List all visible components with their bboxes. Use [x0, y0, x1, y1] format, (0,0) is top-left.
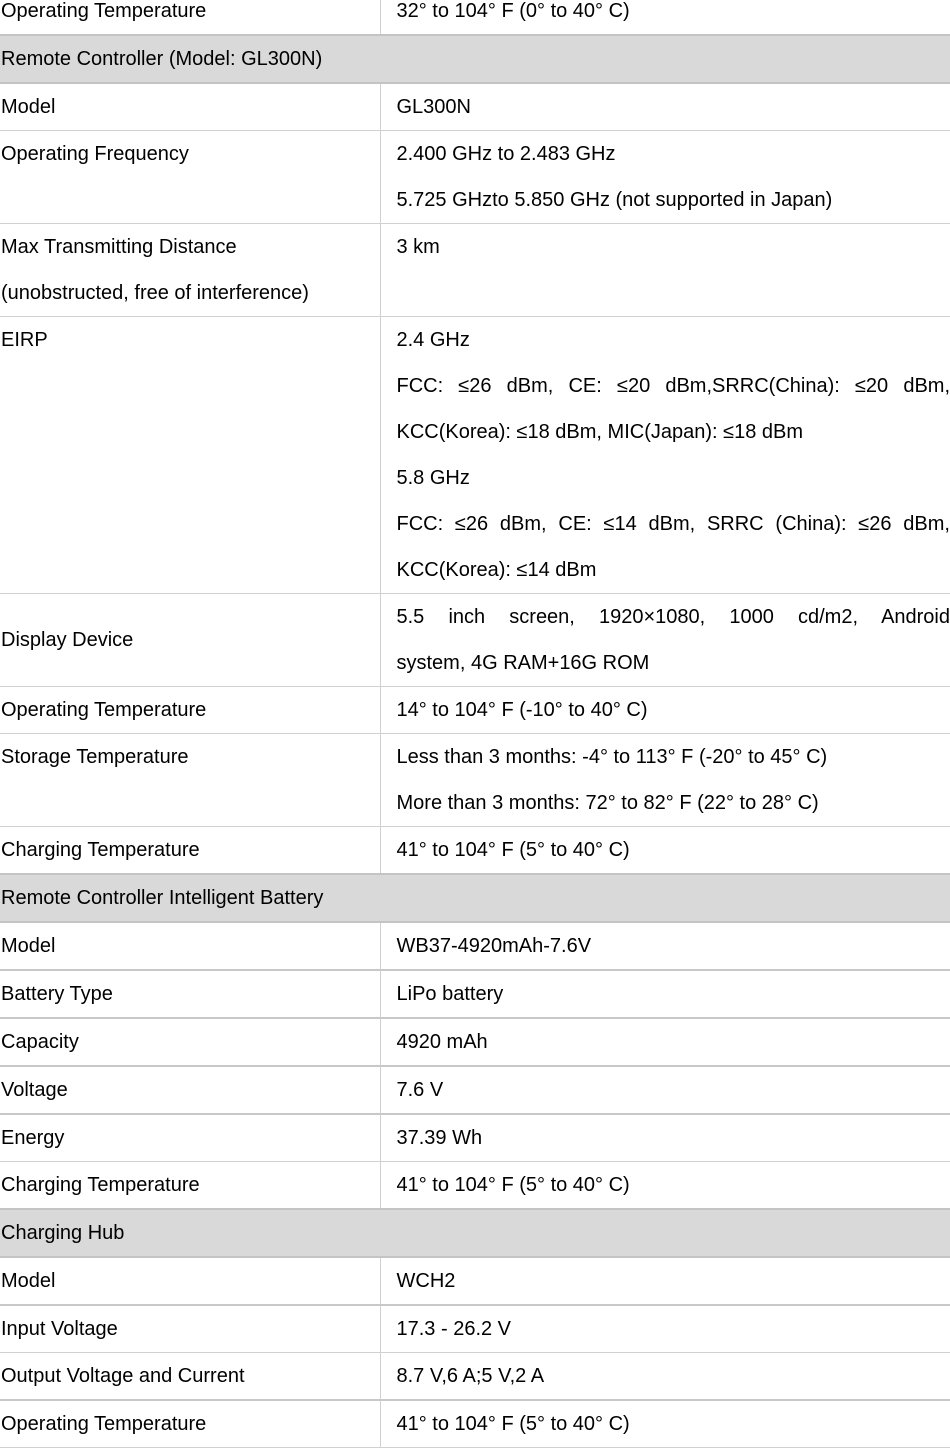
spec-value-line: KCC(Korea): ≤14 dBm [397, 547, 950, 593]
spec-value-line: 5.725 GHzto 5.850 GHz (not supported in Japan) [397, 177, 950, 223]
spec-row [0, 827, 950, 875]
spec-row [0, 1305, 950, 1353]
spec-label: Input Voltage [0, 1305, 380, 1353]
spec-row [0, 83, 950, 131]
spec-row [0, 594, 950, 687]
spec-value: 4920 mAh [380, 1018, 950, 1066]
section-header [0, 1209, 950, 1257]
spec-row [0, 0, 950, 35]
spec-row [0, 1162, 950, 1210]
spec-label-line: Max Transmitting Distance [1, 224, 372, 270]
spec-value: WB37-4920mAh-7.6V [380, 922, 950, 970]
spec-label: Model [0, 922, 380, 970]
spec-value [380, 131, 950, 224]
spec-label: EIRP [0, 317, 380, 594]
spec-row [0, 1114, 950, 1162]
spec-row [0, 734, 950, 827]
spec-row [0, 131, 950, 224]
spec-value: 8.7 V,6 A;5 V,2 A [380, 1353, 950, 1401]
spec-row [0, 317, 950, 594]
spec-value: 41° to 104° F (5° to 40° C) [380, 827, 950, 875]
spec-label: Operating Frequency [0, 131, 380, 224]
spec-label: Energy [0, 1114, 380, 1162]
spec-row [0, 1066, 950, 1114]
spec-label: Storage Temperature [0, 734, 380, 827]
spec-value: 7.6 V [380, 1066, 950, 1114]
spec-label: Model [0, 1257, 380, 1305]
spec-value: 3 km [380, 224, 950, 317]
spec-value-line: More than 3 months: 72° to 82° F (22° to 28° C) [397, 780, 950, 826]
section-title: Remote Controller (Model: GL300N) [0, 35, 950, 83]
spec-value-line: 2.4 GHz [397, 317, 950, 363]
spec-label [0, 224, 380, 317]
spec-label: Voltage [0, 1066, 380, 1114]
spec-label: Display Device [0, 594, 380, 687]
spec-row [0, 1400, 950, 1448]
spec-row [0, 687, 950, 734]
spec-value-line: 5.5 inch screen, 1920×1080, 1000 cd/m2, Android [397, 594, 950, 640]
spec-label: Charging Temperature [0, 827, 380, 875]
spec-row [0, 1257, 950, 1305]
spec-row [0, 922, 950, 970]
spec-value: 41° to 104° F (5° to 40° C) [380, 1400, 950, 1448]
spec-value-line: KCC(Korea): ≤18 dBm, MIC(Japan): ≤18 dBm [397, 409, 950, 455]
spec-value [380, 594, 950, 687]
spec-value: 41° to 104° F (5° to 40° C) [380, 1162, 950, 1210]
spec-value: 32° to 104° F (0° to 40° C) [380, 0, 950, 35]
spec-row [0, 1353, 950, 1401]
spec-value-line: system, 4G RAM+16G ROM [397, 640, 950, 686]
spec-label: Battery Type [0, 970, 380, 1018]
spec-row [0, 970, 950, 1018]
spec-row [0, 224, 950, 317]
spec-value-line: Less than 3 months: -4° to 113° F (-20° to 45° C) [397, 734, 950, 780]
spec-label: Model [0, 83, 380, 131]
spec-value [380, 317, 950, 594]
spec-label-line: (unobstructed, free of interference) [1, 270, 372, 316]
spec-value: LiPo battery [380, 970, 950, 1018]
section-title: Charging Hub [0, 1209, 950, 1257]
spec-value: GL300N [380, 83, 950, 131]
spec-value: WCH2 [380, 1257, 950, 1305]
section-title: Remote Controller Intelligent Battery [0, 874, 950, 922]
spec-value-line: 5.8 GHz [397, 455, 950, 501]
spec-label: Output Voltage and Current [0, 1353, 380, 1401]
spec-value: 37.39 Wh [380, 1114, 950, 1162]
spec-value: 14° to 104° F (-10° to 40° C) [380, 687, 950, 734]
spec-value: 17.3 - 26.2 V [380, 1305, 950, 1353]
spec-label: Operating Temperature [0, 0, 380, 35]
spec-value-line: FCC: ≤26 dBm, CE: ≤20 dBm,SRRC(China): ≤20 dBm, [397, 363, 950, 409]
spec-value-line: FCC: ≤26 dBm, CE: ≤14 dBm, SRRC (China): ≤26 dBm, [397, 501, 950, 547]
spec-row [0, 1018, 950, 1066]
spec-label: Capacity [0, 1018, 380, 1066]
section-header [0, 35, 950, 83]
spec-label: Charging Temperature [0, 1162, 380, 1210]
spec-value-line: 2.400 GHz to 2.483 GHz [397, 131, 950, 177]
spec-label: Operating Temperature [0, 687, 380, 734]
spec-label: Operating Temperature [0, 1400, 380, 1448]
spec-value [380, 734, 950, 827]
section-header [0, 874, 950, 922]
